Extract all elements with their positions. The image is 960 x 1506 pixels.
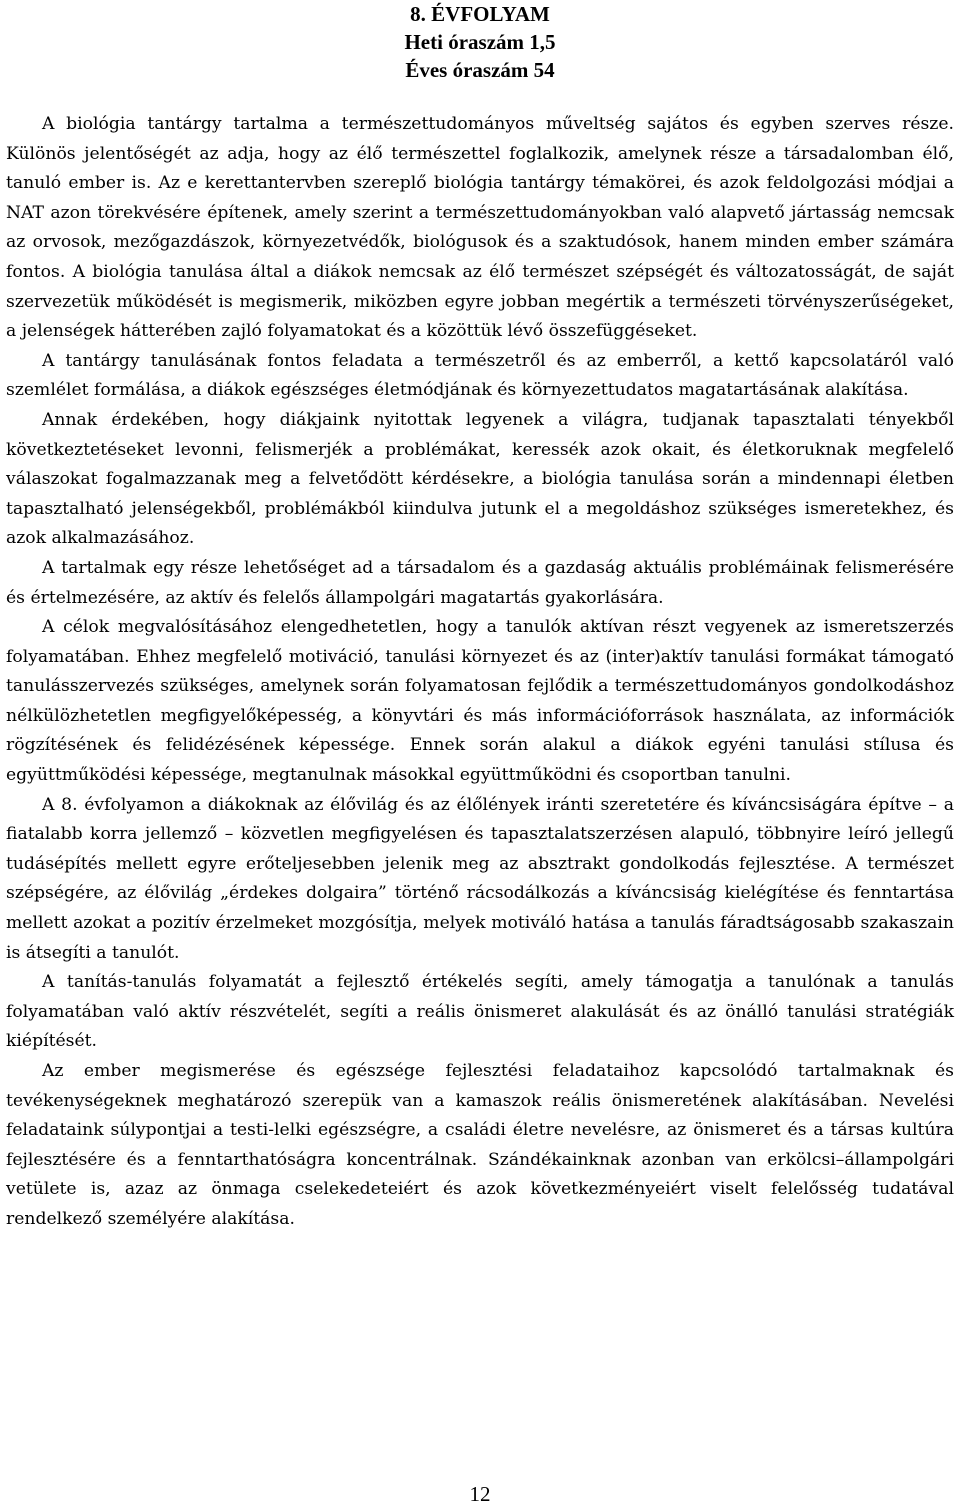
paragraph: A tanítás-tanulás folyamatát a fejlesztő értékelés segíti, amely támogatja a tanulónak a tanulás folyamatában való aktív részvételét, segíti a reális önismeret alakulását és az önálló tanulási stratégiák kiépítését. bbox=[6, 972, 954, 1052]
paragraph: A tantárgy tanulásának fontos feladata a természetről és az emberről, a kettő kapcsolatáról való szemlélet formálása, a diákok egészséges életmódjának és környezettudatos magatartásának alakítása. bbox=[6, 350, 954, 401]
paragraph: A célok megvalósításához elengedhetetlen, hogy a tanulók aktívan részt vegyenek az ismeretszerzés folyamatában. Ehhez megfelelő motiváció, tanulási környezet és az (inter)aktív tanulási formákat támogató tanulásszervezés szükséges, amelynek során folyamatosan fejlődik a természettudományos gondolkodáshoz nélkülözhetetlen megfigyelőképesség, a könyvtári és más információforrások használata, az információk rögzítésének és felidézésének képessége. Ennek során alakul a diákok egyéni tanulási stílusa és együttműködési képessége, megtanulnak másokkal együttműködni és csoportban tanulni. bbox=[6, 617, 954, 786]
grade-title: 8. ÉVFOLYAM bbox=[410, 2, 550, 26]
paragraph: A tartalmak egy része lehetőséget ad a társadalom és a gazdaság aktuális problémáinak felismerésére és értelmezésére, az aktív és felelős állampolgári magatartás gyakorlására. bbox=[6, 557, 954, 608]
paragraph: A biológia tantárgy tartalma a természettudományos műveltség sajátos és egyben szerves része. Különös jelentőségét az adja, hogy az élő természettel foglalkozik, amelynek része a társadalomban élő, tanuló ember is. Az e kerettantervben szereplő biológia tantárgy témakörei, és azok feldolgozási módjai a NAT azon törekvésére építenek, amely szerint a természettudományokban való alapvető jártasság nemcsak az orvosok, mezőgazdászok, környezetvédők, biológusok és a szaktudósok, hanem minden ember számára fontos. A biológia tanulása által a diákok nemcsak az élő természet szépségét és változatosságát, de saját szervezetük működését is megismerik, miközben egyre jobban megértik a természeti törvényszerűségeket, a jelenségek hátterében zajló folyamatokat és a közöttük lévő összefüggéseket. bbox=[6, 114, 954, 342]
paragraph: Annak érdekében, hogy diákjaink nyitottak legyenek a világra, tudjanak tapasztalati tényekből következtetéseket levonni, felismerjék a problémákat, keressék azok okait, és életkoruknak megfelelő válaszokat fogalmazzanak meg a felvetődött kérdésekre, a biológia tanulása során a mindennapi életben tapasztalható jelenségekből, problémákból kiindulva jutunk el a megoldáshoz szükséges ismeretekhez, és azok alkalmazásához. bbox=[6, 409, 954, 549]
paragraph: Az ember megismerése és egészsége fejlesztési feladataihoz kapcsolódó tartalmaknak és tevékenységeknek meghatározó szerepük van a kamaszok reális önismeretének alakításában. Nevelési feladataink súlypontjai a testi-lelki egészségre, a családi életre nevelésre, az önismeret és a társas kultúra fejlesztésére és a fenntarthatóságra koncentrálnak. Szándékainknak azonban van erkölcsi–állampolgári vetülete is, azaz az önmaga cselekedeteiért és azok következményeiért viselt felelősség tudatával rendelkező személyére alakítása. bbox=[6, 1061, 954, 1229]
page-number: 12 bbox=[469, 1482, 491, 1506]
document-body bbox=[6, 110, 954, 1235]
weekly-hours: Heti óraszám 1,5 bbox=[404, 30, 556, 54]
paragraph: A 8. évfolyamon a diákoknak az élővilág és az élőlények iránti szeretetére és kíváncsiságára építve – a fiatalabb korra jellemző – közvetlen megfigyelésen és tapasztalatszerzésen alapuló, többnyire leíró jellegű tudásépítés mellett egyre erőteljesebben jelenik meg az absztrakt gondolkodás fejlesztése. A természet szépségére, az élővilág „érdekes dolgaira” történő rácsodálkozás a kíváncsiság kielégítése és fenntartása mellett azokat a pozitív érzelmeket mozgósítja, melyek motiváló hatása a tanulás fáradtságosabb szakaszain is átsegíti a tanulót. bbox=[6, 794, 954, 963]
document-header bbox=[6, 0, 954, 84]
yearly-hours: Éves óraszám 54 bbox=[405, 58, 555, 82]
